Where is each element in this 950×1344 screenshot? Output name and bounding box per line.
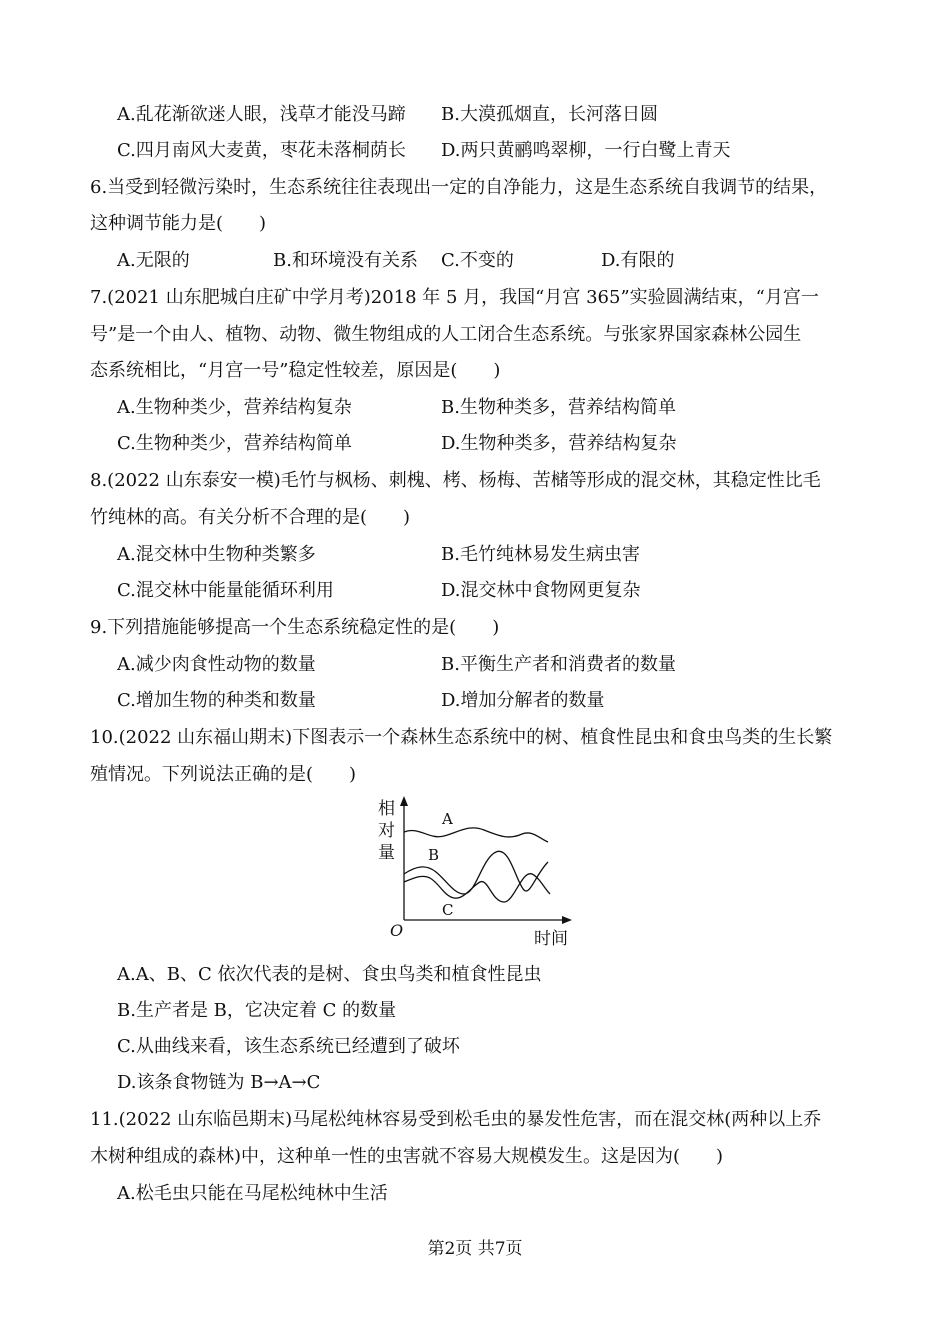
q9-option-b: B.平衡生产者和消费者的数量 [441, 654, 676, 675]
q5-option-b: B.大漠孤烟直，长河落日圆 [441, 104, 658, 125]
x-axis-arrow [562, 916, 572, 924]
x-axis-label: 时间 [534, 929, 568, 949]
q8-option-d: D.混交林中食物网更复杂 [441, 580, 641, 601]
curve-a [404, 828, 548, 842]
q10-option-b: B.生产者是 B，它决定着 C 的数量 [117, 1000, 397, 1021]
curve-b [404, 851, 548, 894]
q7-option-c: C.生物种类少，营养结构简单 [117, 433, 352, 454]
q10-option-d: D.该条食物链为 B→A→C [117, 1072, 321, 1093]
q9-option-d: D.增加分解者的数量 [441, 690, 605, 711]
q10-stem-line1: 10.(2022 山东福山期末)下图表示一个森林生态系统中的树、植食性昆虫和食虫鸟类的生长繁 [90, 727, 833, 748]
q7-stem-line3: 态系统相比，“月宫一号”稳定性较差，原因是( ) [90, 360, 501, 381]
q7-stem-line2: 号”是一个由人、植物、动物、微生物组成的人工闭合生态系统。与张家界国家森林公园生 [90, 324, 802, 345]
q7-stem-line1: 7.(2021 山东肥城白庄矿中学月考)2018 年 5 月，我国“月宫 365”实验圆满结束，“月宫一 [90, 287, 819, 308]
q6-option-c: C.不变的 [441, 250, 514, 271]
q5-option-a: A.乱花渐欲迷人眼，浅草才能没马蹄 [117, 104, 406, 125]
q8-stem-line2: 竹纯林的高。有关分析不合理的是( ) [90, 507, 411, 528]
q7-option-d: D.生物种类多，营养结构复杂 [441, 433, 677, 454]
curve-c [404, 874, 550, 902]
q10-option-c: C.从曲线来看，该生态系统已经遭到了破坏 [117, 1036, 460, 1057]
curve-c-label: C [442, 901, 454, 919]
q5-option-d: D.两只黄鹂鸣翠柳，一行白鹭上青天 [441, 140, 731, 161]
q8-option-a: A.混交林中生物种类繁多 [117, 544, 316, 565]
q6-stem-line1: 6.当受到轻微污染时，生态系统往往表现出一定的自净能力，这是生态系统自我调节的结果， [90, 177, 828, 198]
q7-option-b: B.生物种类多，营养结构简单 [441, 397, 676, 418]
q6-option-a: A.无限的 [117, 250, 190, 271]
q6-option-b: B.和环境没有关系 [273, 250, 418, 271]
population-curve-figure [364, 790, 584, 950]
curve-a-label: A [442, 810, 453, 828]
curve-b-label: B [428, 846, 440, 864]
q11-stem-line2: 木树种组成的森林)中，这种单一性的虫害就不容易大规模发生。这是因为( ) [90, 1146, 724, 1167]
q10-option-a: A.A、B、C 依次代表的是树、食虫鸟类和植食性昆虫 [117, 964, 542, 985]
q8-option-c: C.混交林中能量能循环利用 [117, 580, 334, 601]
q8-stem-line1: 8.(2022 山东泰安一模)毛竹与枫杨、刺槐、栲、杨梅、苦槠等形成的混交林，其稳定性比毛 [90, 470, 821, 491]
y-axis-label-char-3: 量 [378, 843, 395, 863]
q6-stem-line2: 这种调节能力是( ) [90, 213, 267, 234]
q8-option-b: B.毛竹纯林易发生病虫害 [441, 544, 640, 565]
q9-stem-line1: 9.下列措施能够提高一个生态系统稳定性的是( ) [90, 617, 500, 638]
y-axis-label-char-1: 相 [378, 799, 395, 819]
y-axis-arrow [400, 796, 408, 806]
q7-option-a: A.生物种类少，营养结构复杂 [117, 397, 352, 418]
origin-label: O [390, 921, 404, 940]
q6-option-d: D.有限的 [601, 250, 675, 271]
q9-option-c: C.增加生物的种类和数量 [117, 690, 316, 711]
y-axis-label-char-2: 对 [378, 821, 395, 841]
q5-option-c: C.四月南风大麦黄，枣花未落桐荫长 [117, 140, 406, 161]
page-footer: 第2页 共7页 [427, 1239, 523, 1259]
q9-option-a: A.减少肉食性动物的数量 [117, 654, 316, 675]
q10-stem-line2: 殖情况。下列说法正确的是( ) [90, 764, 357, 785]
q11-option-a: A.松毛虫只能在马尾松纯林中生活 [117, 1183, 388, 1204]
q11-stem-line1: 11.(2022 山东临邑期末)马尾松纯林容易受到松毛虫的暴发性危害，而在混交林(两种以上乔 [90, 1109, 822, 1130]
